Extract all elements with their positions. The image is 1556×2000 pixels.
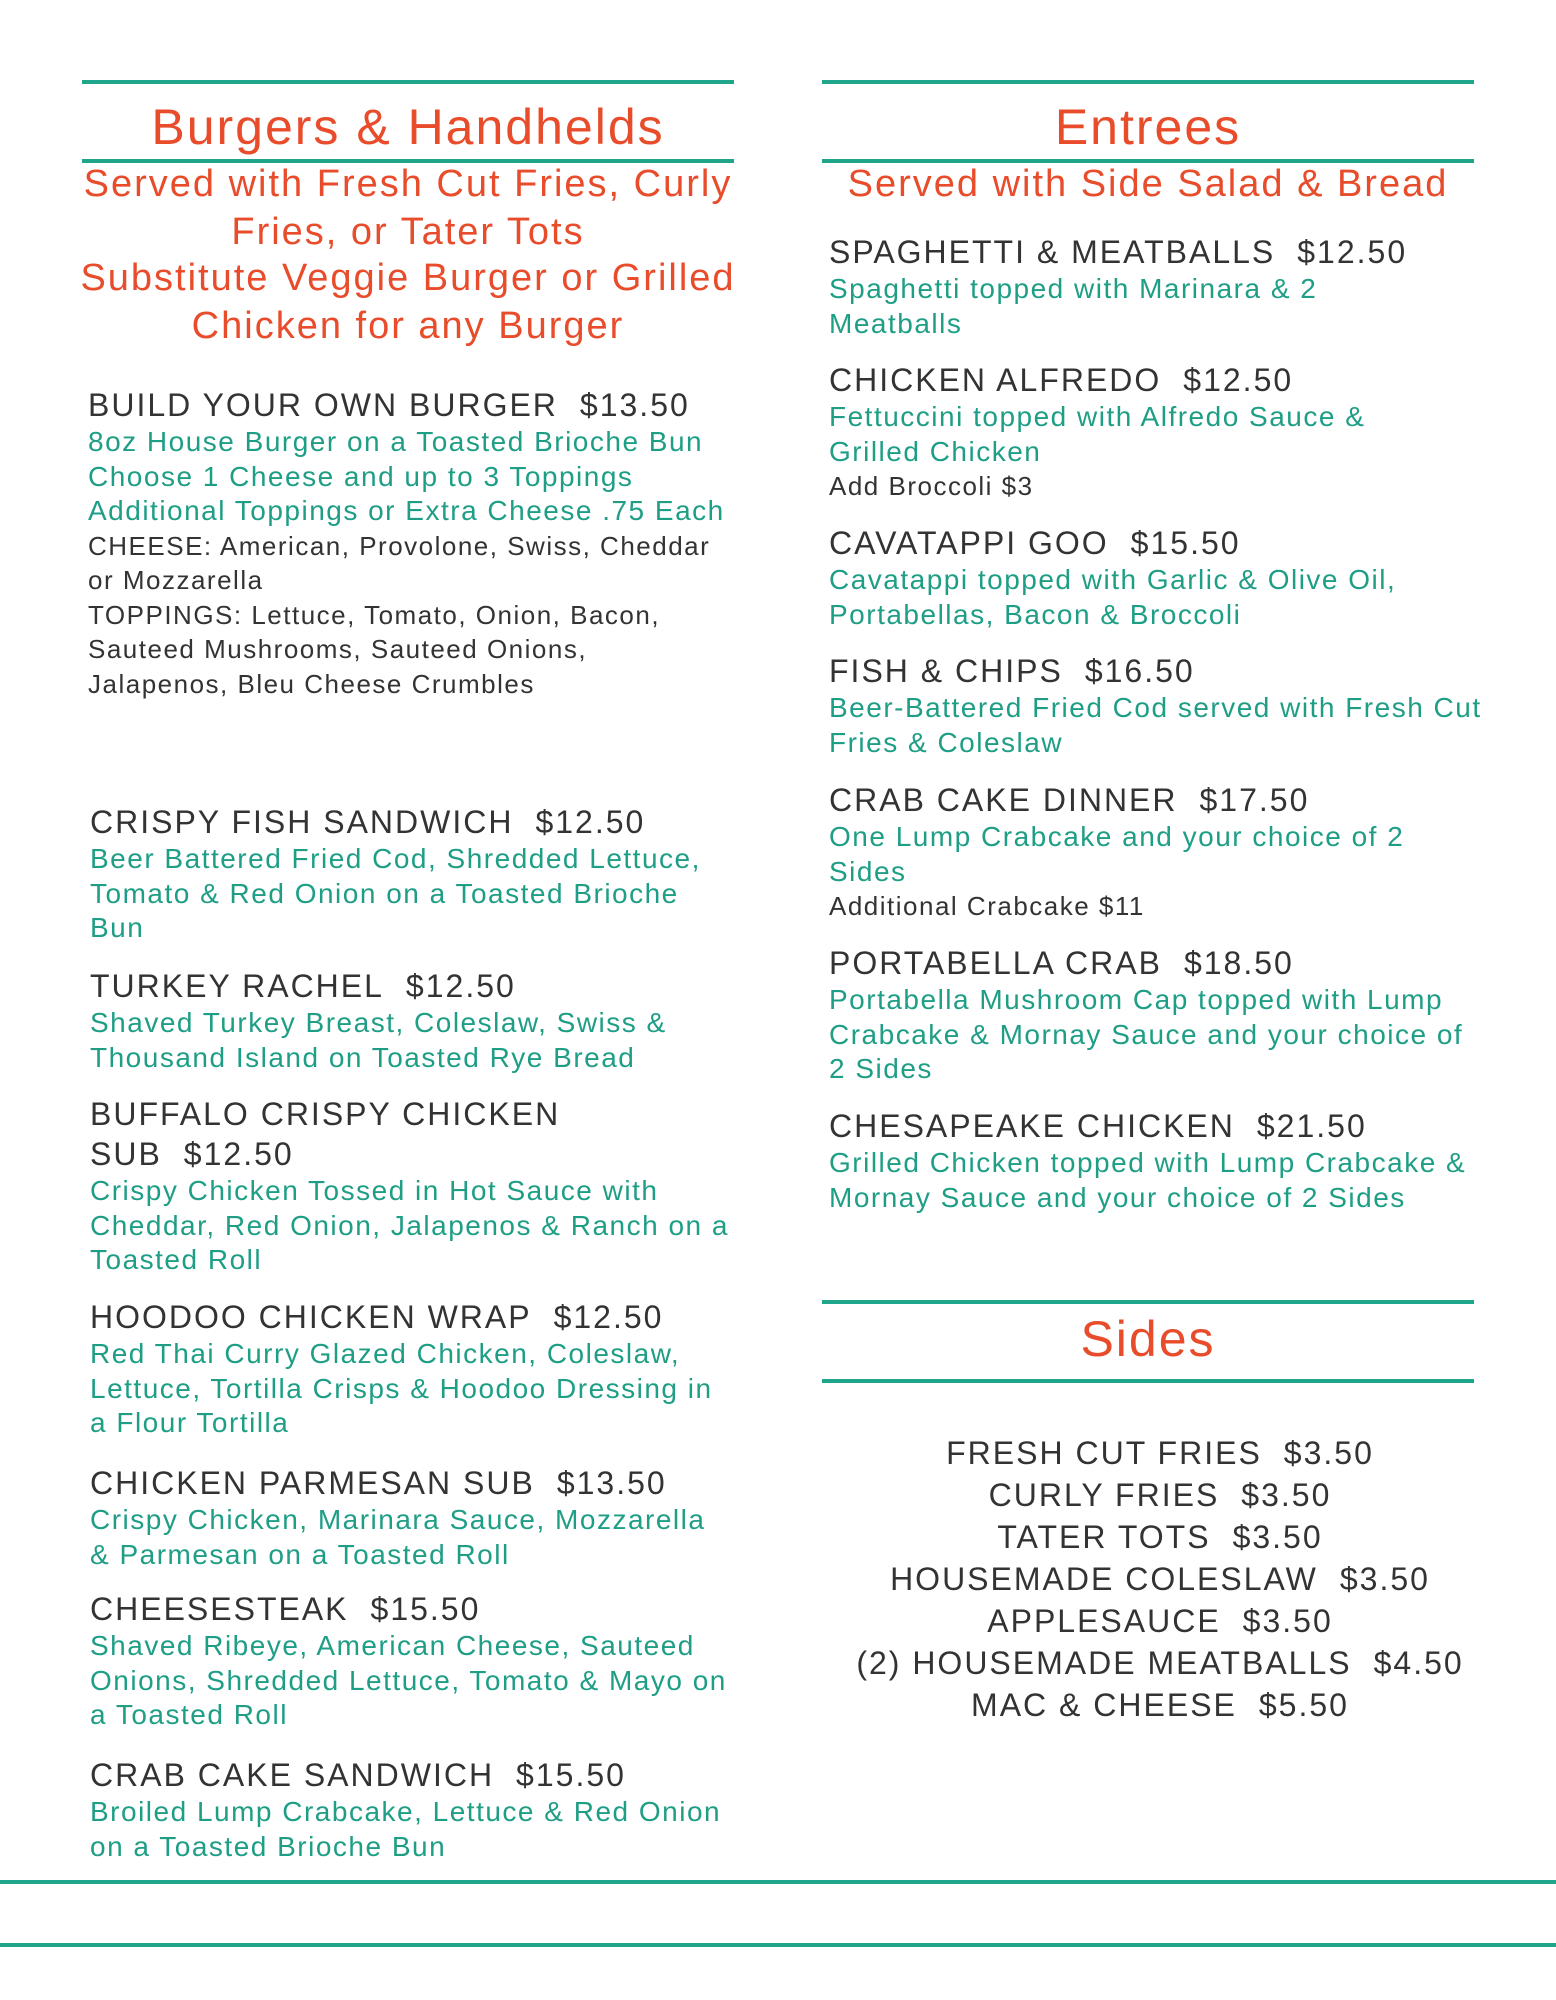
side-item: [820, 1642, 1500, 1684]
side-price: $3.50: [1339, 1561, 1430, 1597]
burgers-section-title: Burgers & Handhelds: [151, 99, 665, 155]
side-name: MAC & CHEESE: [971, 1687, 1237, 1723]
sides-section-title: Sides: [1080, 1311, 1216, 1367]
menu-item-buffalo-crispy-chicken-sub: [90, 1094, 730, 1278]
side-item: [820, 1432, 1500, 1474]
item-price: $18.50: [1183, 945, 1294, 981]
item-description-choose: Choose 1 Cheese and up to 3 Toppings: [88, 460, 634, 492]
side-name: TATER TOTS: [997, 1519, 1211, 1555]
item-price: $15.50: [370, 1591, 481, 1627]
item-price: $12.50: [183, 1136, 294, 1172]
side-price: $4.50: [1373, 1645, 1464, 1681]
side-price: $3.50: [1232, 1519, 1323, 1555]
sides-title-rule: [822, 1379, 1474, 1383]
item-name: BUILD YOUR OWN BURGER: [88, 387, 558, 423]
item-description: One Lump Crabcake and your choice of 2 Sides: [829, 821, 1405, 887]
item-name: CAVATAPPI GOO: [829, 525, 1109, 561]
footer-rule-upper: [0, 1880, 1556, 1884]
item-name: CHICKEN PARMESAN SUB: [90, 1465, 535, 1501]
item-price: $16.50: [1084, 653, 1195, 689]
menu-item-chicken-alfredo: [829, 360, 1489, 504]
item-name: CRISPY FISH SANDWICH: [90, 804, 514, 840]
item-name: CRAB CAKE DINNER: [829, 782, 1178, 818]
side-item: [820, 1684, 1500, 1726]
side-name: HOUSEMADE COLESLAW: [890, 1561, 1318, 1597]
item-description: Shaved Turkey Breast, Coleslaw, Swiss & Thousand Island on Toasted Rye Bread: [90, 1007, 667, 1073]
item-description: Shaved Ribeye, American Cheese, Sauteed Onions, Shredded Lettuce, Tomato & Mayo on a Toasted Roll: [90, 1630, 727, 1730]
menu-item-spaghetti-meatballs: [829, 232, 1489, 341]
entrees-subtitle: Served with Side Salad & Bread: [847, 163, 1449, 205]
item-price: $13.50: [556, 1465, 667, 1501]
item-name: PORTABELLA CRAB: [829, 945, 1162, 981]
item-price: $15.50: [516, 1757, 626, 1793]
item-name: CHEESESTEAK: [90, 1591, 349, 1627]
side-item: [820, 1558, 1500, 1600]
item-description: Portabella Mushroom Cap topped with Lump Crabcake & Mornay Sauce and your choice of 2 Sides: [829, 984, 1464, 1084]
side-price: $3.50: [1242, 1603, 1333, 1639]
item-description: Fettuccini topped with Alfredo Sauce & Grilled Chicken: [829, 401, 1366, 467]
item-name: BUFFALO CRISPY CHICKEN SUB: [90, 1096, 561, 1172]
item-add-on: Add Broccoli $3: [829, 471, 1034, 501]
menu-item-chicken-parmesan-sub: [90, 1463, 730, 1572]
item-description: Beer Battered Fried Cod, Shredded Lettuce, Tomato & Red Onion on a Toasted Brioche Bun: [90, 843, 701, 943]
item-name: SPAGHETTI & MEATBALLS: [829, 234, 1276, 270]
side-price: $3.50: [1283, 1435, 1374, 1471]
menu-item-crab-cake-dinner: [829, 780, 1489, 924]
side-item: [820, 1516, 1500, 1558]
item-description: Beer-Battered Fried Cod served with Fresh Cut Fries & Coleslaw: [829, 692, 1482, 758]
side-price: $3.50: [1241, 1477, 1332, 1513]
footer-rule-lower: [0, 1943, 1556, 1947]
menu-item-build-your-own-burger: [88, 385, 728, 701]
menu-item-crispy-fish-sandwich: [90, 802, 730, 946]
item-name: TURKEY RACHEL: [90, 968, 384, 1004]
item-name: CRAB CAKE SANDWICH: [90, 1757, 495, 1793]
item-description-additional: Additional Toppings or Extra Cheese .75 Each: [88, 495, 725, 526]
menu-item-crab-cake-sandwich: [90, 1755, 730, 1864]
burgers-subtitle: Served with Fresh Cut Fries, Curly Fries, or Tater Tots: [83, 163, 733, 253]
menu-item-cheesesteak: [90, 1589, 730, 1733]
item-name: HOODOO CHICKEN WRAP: [90, 1299, 532, 1335]
item-topping-options: TOPPINGS: Lettuce, Tomato, Onion, Bacon, Sauteed Mushrooms, Sauteed Onions, Jalapenos, Bleu Cheese Crumbles: [88, 599, 661, 699]
sides-top-rule: [822, 1300, 1474, 1304]
side-price: $5.50: [1258, 1687, 1349, 1723]
menu-item-portabella-crab: [829, 943, 1489, 1087]
item-description: Broiled Lump Crabcake, Lettuce & Red Onion on a Toasted Brioche Bun: [90, 1796, 722, 1862]
item-name: FISH & CHIPS: [829, 653, 1063, 689]
burgers-substitute-note: Substitute Veggie Burger or Grilled Chicken for any Burger: [80, 257, 736, 347]
side-item: [820, 1600, 1500, 1642]
side-item: [820, 1474, 1500, 1516]
item-price: $12.50: [1183, 362, 1294, 398]
item-description: Crispy Chicken, Marinara Sauce, Mozzarella & Parmesan on a Toasted Roll: [90, 1504, 706, 1570]
item-description: 8oz House Burger on a Toasted Brioche Bun: [88, 426, 704, 457]
item-description: Cavatappi topped with Garlic & Olive Oil, Portabellas, Bacon & Broccoli: [829, 564, 1397, 630]
item-name: CHESAPEAKE CHICKEN: [829, 1108, 1235, 1144]
side-name: APPLESAUCE: [987, 1603, 1221, 1639]
menu-item-turkey-rachel: [90, 966, 730, 1075]
burgers-top-rule: [82, 80, 734, 84]
menu-item-hoodoo-chicken-wrap: [90, 1297, 730, 1441]
item-name: CHICKEN ALFREDO: [829, 362, 1162, 398]
sides-list: [820, 1432, 1500, 1726]
item-price: $12.50: [535, 804, 646, 840]
item-price: $12.50: [1297, 234, 1408, 270]
menu-item-cavatappi-goo: [829, 523, 1489, 632]
item-price: $15.50: [1130, 525, 1241, 561]
side-name: (2) HOUSEMADE MEATBALLS: [856, 1645, 1352, 1681]
item-price: $17.50: [1199, 782, 1310, 818]
item-price: $13.50: [579, 387, 690, 423]
entrees-top-rule: [822, 80, 1474, 84]
item-description: Red Thai Curry Glazed Chicken, Coleslaw, Lettuce, Tortilla Crisps & Hoodoo Dressing in a Flour Tortilla: [90, 1338, 713, 1438]
item-price: $12.50: [405, 968, 516, 1004]
side-name: CURLY FRIES: [988, 1477, 1220, 1513]
menu-item-chesapeake-chicken: [829, 1106, 1499, 1215]
item-description: Crispy Chicken Tossed in Hot Sauce with Cheddar, Red Onion, Jalapenos & Ranch on a Toasted Roll: [90, 1175, 729, 1275]
item-cheese-options: CHEESE: American, Provolone, Swiss, Cheddar or Mozzarella: [88, 530, 711, 595]
item-description: Spaghetti topped with Marinara & 2 Meatballs: [829, 273, 1318, 339]
item-description: Grilled Chicken topped with Lump Crabcake & Mornay Sauce and your choice of 2 Sides: [829, 1147, 1467, 1213]
item-price: $12.50: [553, 1299, 664, 1335]
item-price: $21.50: [1256, 1108, 1367, 1144]
item-add-on: Additional Crabcake $11: [829, 891, 1145, 921]
side-name: FRESH CUT FRIES: [946, 1435, 1262, 1471]
menu-item-fish-chips: [829, 651, 1489, 760]
entrees-section-title: Entrees: [1054, 99, 1242, 155]
